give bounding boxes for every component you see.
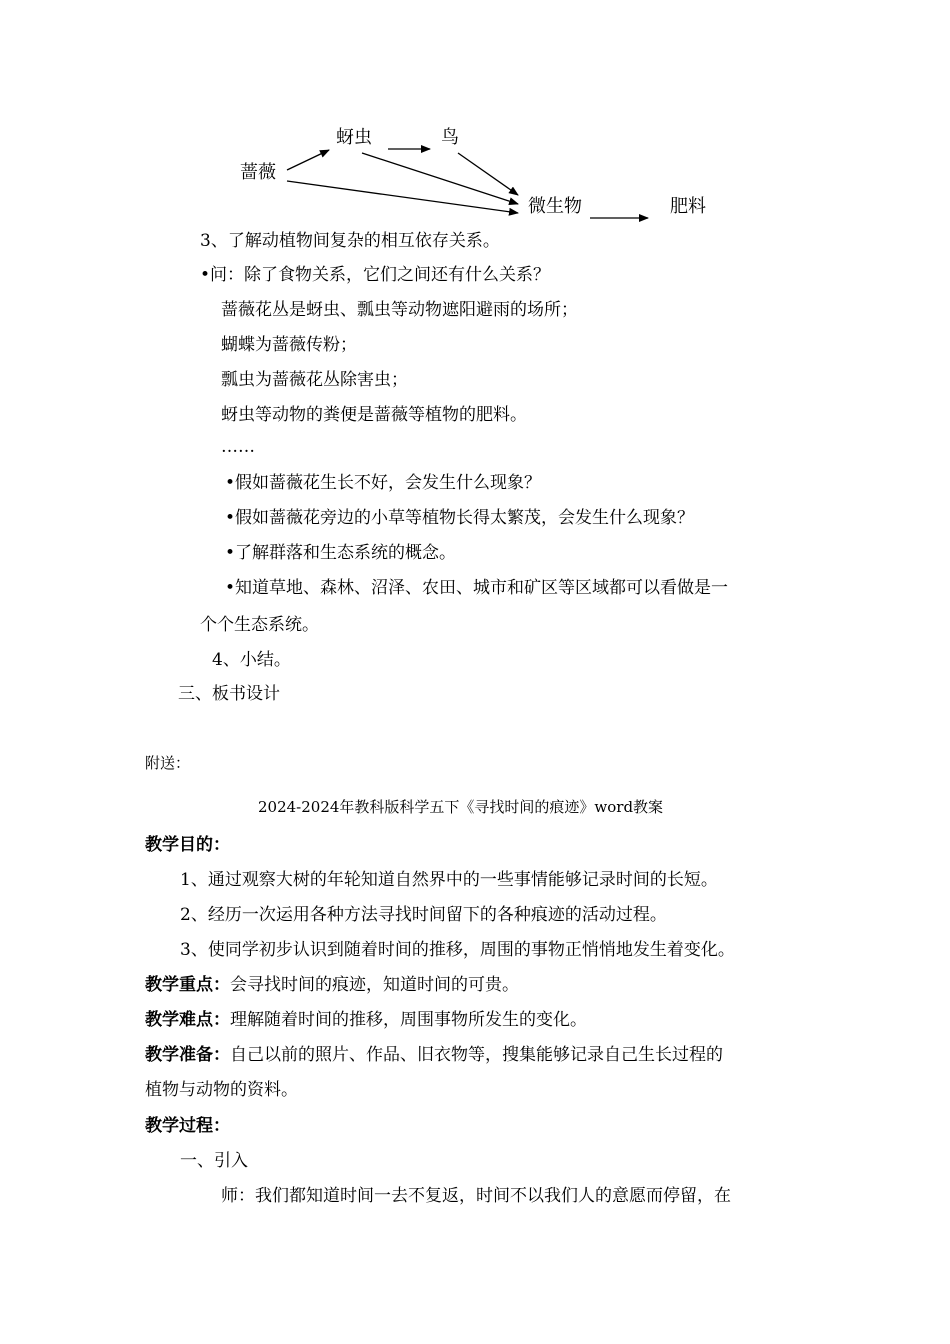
difficulty-text: 理解随着时间的推移，周围事物所发生的变化。 bbox=[230, 1010, 587, 1030]
board-design-heading: 三、板书设计 bbox=[178, 684, 280, 704]
node-microbe: 微生物 bbox=[528, 196, 582, 217]
bullet-ecosystem-concept: •了解群落和生态系统的概念。 bbox=[225, 543, 457, 563]
bullet-ecosystem-areas: •知道草地、森林、沼泽、农田、城市和矿区等区域都可以看做是一 bbox=[225, 578, 729, 598]
bullet-rose-growth: •假如蔷薇花生长不好，会发生什么现象？ bbox=[225, 473, 542, 493]
objective-3: 3、使同学初步认识到随着时间的推移，周围的事物正悄悄地发生着变化。 bbox=[180, 940, 735, 960]
node-rose: 蔷薇 bbox=[240, 162, 276, 183]
appendix-label: 附送： bbox=[145, 754, 191, 772]
preparation-label: 教学准备： bbox=[145, 1045, 230, 1065]
arrow-bird-to-microbe bbox=[458, 153, 518, 195]
preparation-cont: 植物与动物的资料。 bbox=[145, 1080, 298, 1100]
node-bird: 鸟 bbox=[441, 127, 459, 148]
arrow-rose-to-microbe bbox=[287, 181, 518, 213]
key-point-label: 教学重点： bbox=[145, 975, 230, 995]
node-aphid: 蚜虫 bbox=[336, 127, 372, 148]
process-label: 教学过程： bbox=[145, 1116, 230, 1136]
answer-shelter: 蔷薇花丛是蚜虫、瓢虫等动物遮阳避雨的场所； bbox=[221, 300, 578, 320]
summary-heading: 4、小结。 bbox=[212, 650, 291, 670]
objectives-label: 教学目的： bbox=[145, 835, 230, 855]
difficulty-label: 教学难点： bbox=[145, 1010, 230, 1030]
teacher-speech: 师：我们都知道时间一去不复返，时间不以我们人的意愿而停留，在 bbox=[221, 1186, 731, 1206]
answer-ellipsis: …… bbox=[221, 437, 255, 457]
node-fertilizer: 肥料 bbox=[670, 196, 706, 217]
food-web-diagram bbox=[0, 0, 950, 240]
bullet-grass-overgrowth: •假如蔷薇花旁边的小草等植物长得太繁茂，会发生什么现象？ bbox=[225, 508, 695, 528]
process-step-intro: 一、引入 bbox=[180, 1151, 248, 1171]
difficulty bbox=[145, 1010, 587, 1030]
document-title: 2024-2024年教科版科学五下《寻找时间的痕迹》word教案 bbox=[258, 798, 664, 816]
key-point-text: 会寻找时间的痕迹，知道时间的可贵。 bbox=[230, 975, 519, 995]
objective-1: 1、通过观察大树的年轮知道自然界中的一些事情能够记录时间的长短。 bbox=[180, 870, 718, 890]
section3-question: •问：除了食物关系，它们之间还有什么关系？ bbox=[200, 265, 551, 285]
preparation-text: 自己以前的照片、作品、旧衣物等，搜集能够记录自己生长过程的 bbox=[230, 1045, 723, 1065]
objective-2: 2、经历一次运用各种方法寻找时间留下的各种痕迹的活动过程。 bbox=[180, 905, 667, 925]
answer-pollination: 蝴蝶为蔷薇传粉； bbox=[221, 335, 357, 355]
bullet-ecosystem-areas-cont: 个个生态系统。 bbox=[200, 615, 319, 635]
key-point bbox=[145, 975, 519, 995]
preparation bbox=[145, 1045, 723, 1065]
answer-pest-control: 瓢虫为蔷薇花丛除害虫； bbox=[221, 370, 408, 390]
answer-fertilizer: 蚜虫等动物的粪便是蔷薇等植物的肥料。 bbox=[221, 405, 527, 425]
section3-title: 3、了解动植物间复杂的相互依存关系。 bbox=[200, 231, 500, 251]
arrow-rose-to-aphid bbox=[287, 150, 329, 170]
